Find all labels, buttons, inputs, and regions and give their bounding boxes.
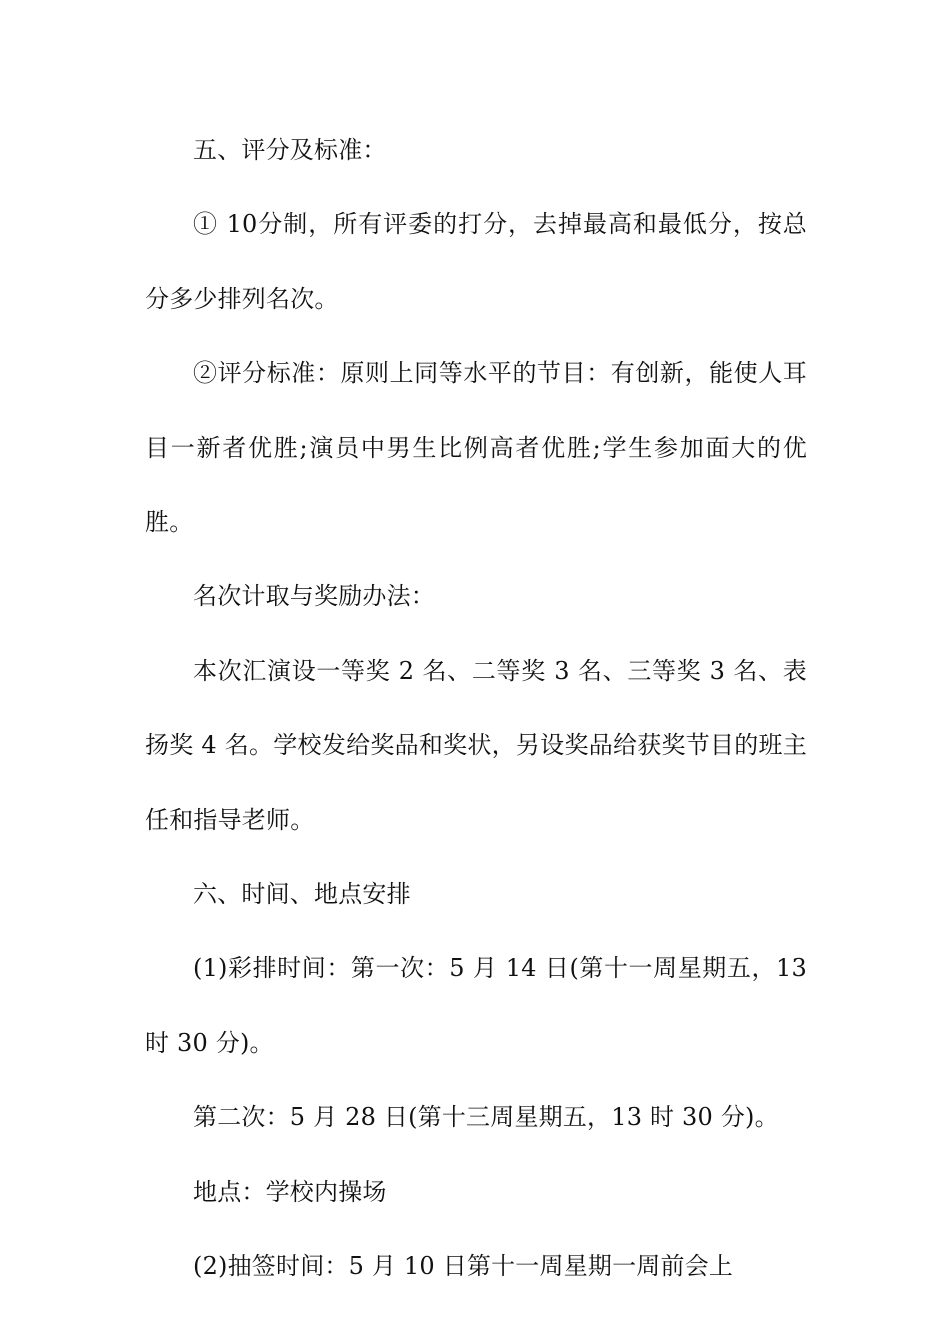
document-page [145, 113, 807, 1304]
paragraph-scoring-rule-2: ②评分标准：原则上同等水平的节目：有创新，能使人耳目一新者优胜;演员中男生比例高者优胜;学生参加面大的优胜。 [145, 359, 807, 537]
paragraph-awards: 本次汇演设一等奖 2 名、二等奖 3 名、三等奖 3 名、表扬奖 4 名。学校发给奖品和奖状，另设奖品给获奖节目的班主任和指导老师。 [145, 656, 807, 834]
paragraph-rehearsal-second: 第二次：5 月 28 日(第十三周星期五，13 时 30 分)。 [193, 1103, 779, 1132]
paragraph-location: 地点：学校内操场 [193, 1177, 387, 1206]
paragraph-draw-time: (2)抽签时间：5 月 10 日第十一周星期一周前会上 [193, 1252, 734, 1281]
paragraph-scoring-rule-1: ① 10分制，所有评委的打分，去掉最高和最低分，按总分多少排列名次。 [145, 210, 807, 313]
section-heading-schedule: 六、时间、地点安排 [193, 880, 411, 909]
paragraph-rehearsal-first: (1)彩排时间：第一次：5 月 14 日(第十一周星期五，13 时 30 分)。 [145, 954, 807, 1057]
section-heading-scoring: 五、评分及标准： [193, 136, 387, 164]
subheading-awards: 名次计取与奖励办法： [193, 582, 435, 611]
